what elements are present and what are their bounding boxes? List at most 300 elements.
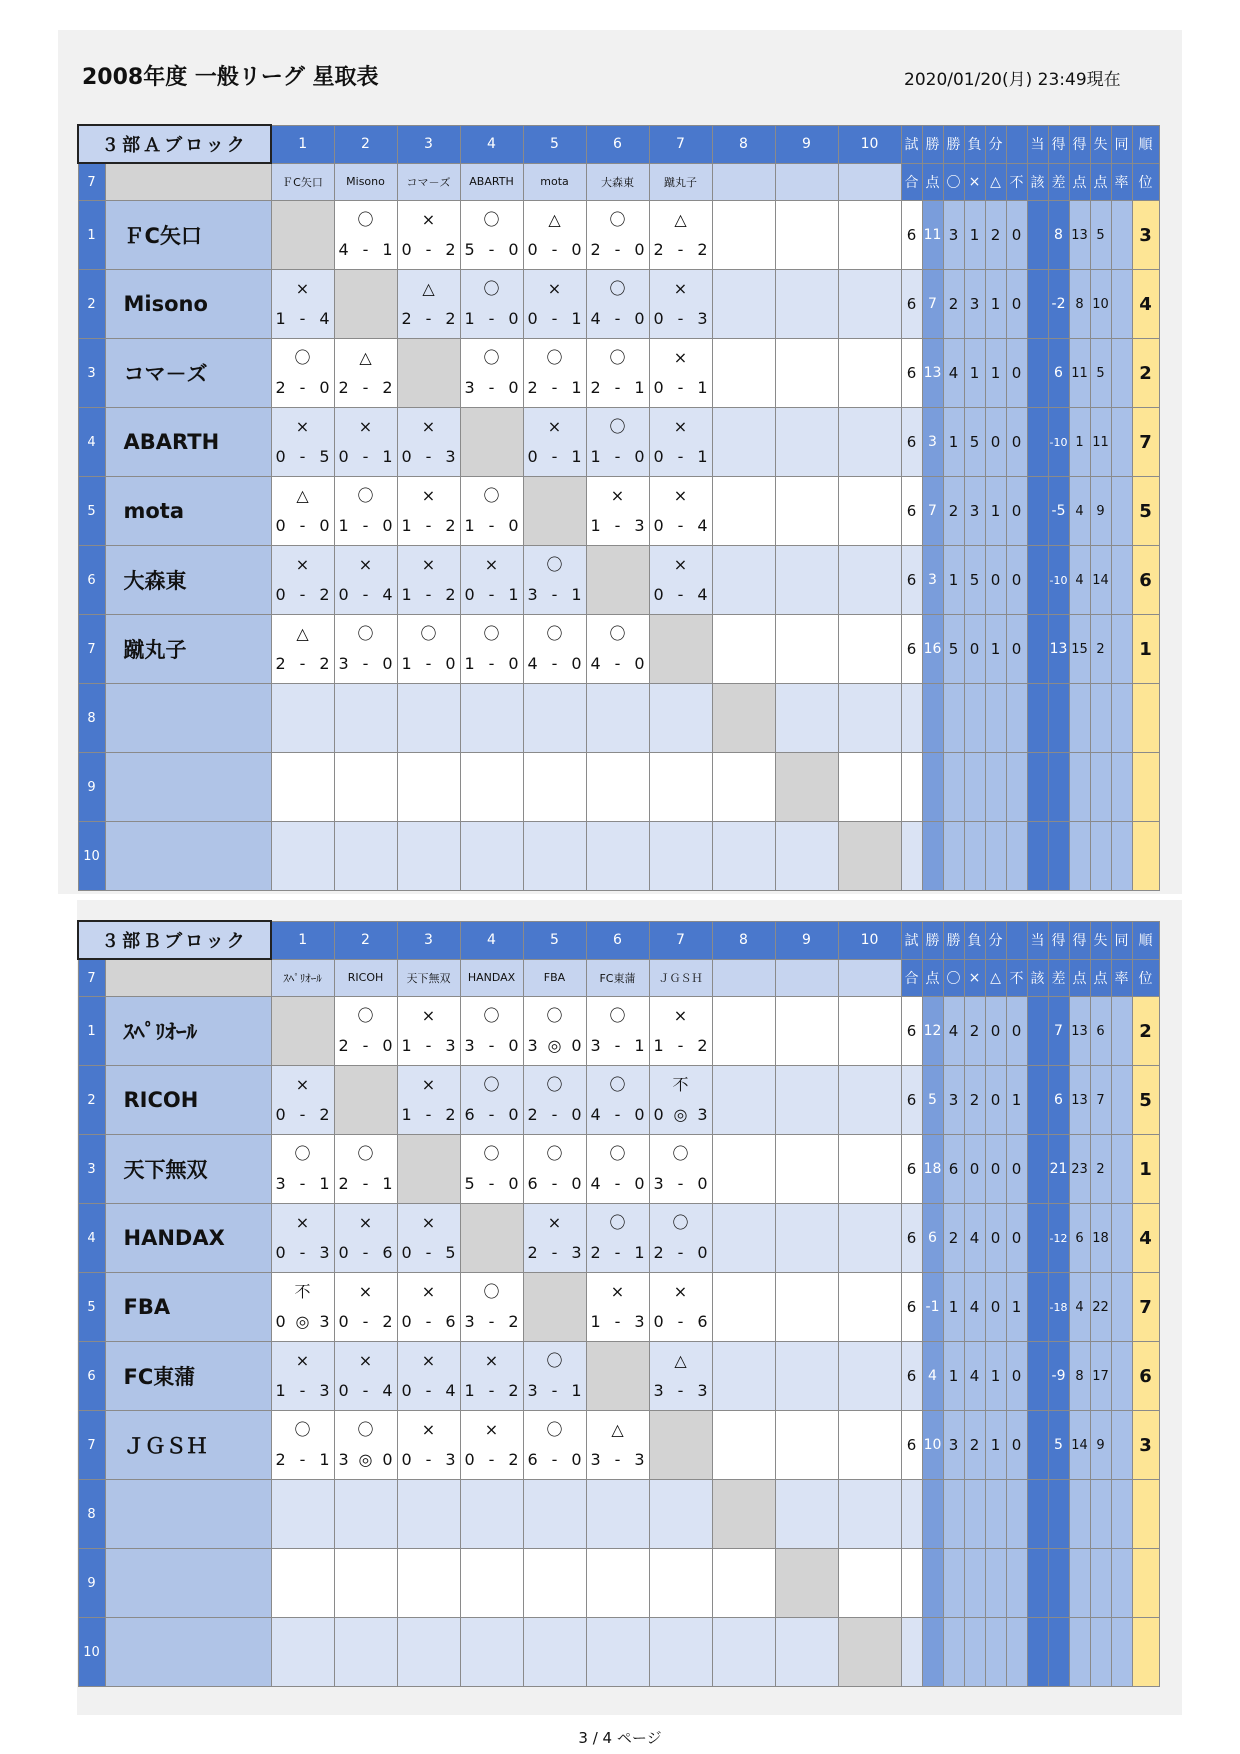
score-home: 1 xyxy=(653,1036,664,1055)
stat-value xyxy=(964,1480,985,1549)
stat-header-top: 同 xyxy=(1111,125,1132,163)
stat-value: 1 xyxy=(943,1342,964,1411)
score-sep: - xyxy=(551,1105,558,1124)
stat-value xyxy=(1048,822,1069,891)
score-away: 3 xyxy=(571,1243,582,1262)
stat-value xyxy=(964,753,985,822)
stat-value xyxy=(1027,1480,1048,1549)
result-score xyxy=(524,1376,586,1406)
stat-value: 0 xyxy=(985,1066,1006,1135)
result-cell xyxy=(712,1618,775,1687)
stat-value xyxy=(901,1618,922,1687)
stat-value: 5 xyxy=(1132,1066,1159,1135)
stat-value xyxy=(1090,1618,1111,1687)
row-number: 2 xyxy=(78,270,105,339)
standings-table-block-b xyxy=(77,920,1160,1687)
score-sep: - xyxy=(551,1174,558,1193)
team-count: 7 xyxy=(78,959,105,997)
score-sep: - xyxy=(614,1105,621,1124)
result-score xyxy=(398,1376,460,1406)
result-cell xyxy=(775,546,838,615)
stat-value xyxy=(1111,1066,1132,1135)
stat-value: 1 xyxy=(1006,1066,1027,1135)
result-cell xyxy=(523,1204,586,1273)
result-cell xyxy=(397,546,460,615)
score-home: 0 xyxy=(653,1105,664,1124)
header-row-numbers xyxy=(78,125,1159,163)
result-symbol: × xyxy=(421,1351,436,1370)
stat-value: 5 xyxy=(964,546,985,615)
result-cell xyxy=(397,1273,460,1342)
stat-value: 2 xyxy=(1132,997,1159,1066)
score-sep: - xyxy=(488,1312,495,1331)
score-home: 0 xyxy=(401,1243,412,1262)
result-score xyxy=(398,1307,460,1337)
result-symbol: × xyxy=(421,210,436,229)
result-cell xyxy=(397,1066,460,1135)
score-away: 0 xyxy=(634,240,645,259)
result-score xyxy=(272,511,334,541)
result-symbol: 〇 xyxy=(609,1075,626,1094)
stat-value: 4 xyxy=(964,1273,985,1342)
team-row xyxy=(78,1066,1159,1135)
result-score xyxy=(461,580,523,610)
stat-value xyxy=(1111,1618,1132,1687)
stat-value: 6 xyxy=(922,1204,943,1273)
result-cell xyxy=(586,339,649,408)
result-symbol: 〇 xyxy=(546,1351,563,1370)
result-cell xyxy=(271,408,334,477)
score-sep: - xyxy=(614,1450,621,1469)
result-cell xyxy=(271,339,334,408)
score-sep: ◎ xyxy=(358,1450,373,1469)
score-away: 4 xyxy=(382,585,393,604)
result-cell xyxy=(523,1066,586,1135)
score-sep: - xyxy=(677,1174,684,1193)
opponent-abbr: 大森東 xyxy=(586,163,649,201)
result-score xyxy=(398,1100,460,1130)
score-sep: - xyxy=(299,309,306,328)
stat-value: 0 xyxy=(1006,546,1027,615)
team-name: コマ－ズ xyxy=(105,339,271,408)
score-away: 0 xyxy=(382,654,393,673)
stat-value: 3 xyxy=(964,477,985,546)
score-home: 4 xyxy=(338,240,349,259)
score-home: 2 xyxy=(653,1243,664,1262)
result-symbol: × xyxy=(421,1006,436,1025)
stat-value: 6 xyxy=(901,477,922,546)
stat-value: 6 xyxy=(943,1135,964,1204)
result-score xyxy=(335,1031,397,1061)
score-away: 3 xyxy=(445,1036,456,1055)
stat-value: 0 xyxy=(985,408,1006,477)
row-number: 8 xyxy=(78,1480,105,1549)
result-cell xyxy=(397,684,460,753)
score-home: 4 xyxy=(527,654,538,673)
stat-value: 17 xyxy=(1090,1342,1111,1411)
result-symbol: × xyxy=(547,1213,562,1232)
result-cell xyxy=(586,1618,649,1687)
stat-value: 0 xyxy=(985,546,1006,615)
opponent-number: 9 xyxy=(775,125,838,163)
score-away: 1 xyxy=(697,378,708,397)
result-symbol: × xyxy=(673,348,688,367)
stat-value: 6 xyxy=(1048,1066,1069,1135)
stat-header-top: 得 xyxy=(1069,125,1090,163)
score-away: 2 xyxy=(319,654,330,673)
result-cell xyxy=(586,477,649,546)
score-away: 0 xyxy=(382,516,393,535)
stat-header-bottom: 率 xyxy=(1111,959,1132,997)
result-symbol: 不 xyxy=(672,1075,689,1094)
stat-value xyxy=(922,1480,943,1549)
score-home: 2 xyxy=(527,378,538,397)
score-home: 3 xyxy=(464,378,475,397)
score-home: 0 xyxy=(653,516,664,535)
result-symbol: 〇 xyxy=(546,1144,563,1163)
stat-header-top: 負 xyxy=(964,125,985,163)
score-sep: - xyxy=(488,516,495,535)
team-name: FBA xyxy=(105,1273,271,1342)
stat-value xyxy=(1111,684,1132,753)
stat-value: 4 xyxy=(964,1342,985,1411)
result-cell xyxy=(523,339,586,408)
stat-value xyxy=(985,1618,1006,1687)
result-cell xyxy=(271,1411,334,1480)
score-home: 0 xyxy=(401,1381,412,1400)
score-away: 0 xyxy=(571,654,582,673)
stat-value xyxy=(1048,1549,1069,1618)
score-sep: - xyxy=(362,1174,369,1193)
opponent-number: 6 xyxy=(586,921,649,959)
result-cell xyxy=(712,1411,775,1480)
result-score xyxy=(650,1238,712,1268)
result-cell xyxy=(334,339,397,408)
score-home: 1 xyxy=(338,516,349,535)
result-cell xyxy=(397,408,460,477)
opponent-number: 5 xyxy=(523,125,586,163)
result-cell xyxy=(775,684,838,753)
result-score xyxy=(461,1031,523,1061)
score-home: 4 xyxy=(590,309,601,328)
result-score xyxy=(272,580,334,610)
stat-header-bottom: 合 xyxy=(901,959,922,997)
stat-value: 1 xyxy=(985,270,1006,339)
result-score xyxy=(524,373,586,403)
result-score xyxy=(398,304,460,334)
stat-value xyxy=(985,822,1006,891)
result-cell xyxy=(334,477,397,546)
stat-value: 7 xyxy=(1132,408,1159,477)
team-name: 天下無双 xyxy=(105,1135,271,1204)
result-cell xyxy=(586,753,649,822)
stat-value: 5 xyxy=(1090,339,1111,408)
score-home: 2 xyxy=(590,378,601,397)
stat-value: 1 xyxy=(985,339,1006,408)
stat-value: 13 xyxy=(1069,997,1090,1066)
stat-value xyxy=(1132,1618,1159,1687)
result-cell xyxy=(271,753,334,822)
stat-value: 12 xyxy=(922,997,943,1066)
score-sep: - xyxy=(425,447,432,466)
stat-value xyxy=(1132,1480,1159,1549)
stat-value: -1 xyxy=(922,1273,943,1342)
stat-header-bottom: × xyxy=(964,959,985,997)
result-cell xyxy=(397,1549,460,1618)
stat-header-bottom: 不 xyxy=(1006,163,1027,201)
score-away: 3 xyxy=(697,1381,708,1400)
result-cell xyxy=(334,1411,397,1480)
score-home: 2 xyxy=(401,309,412,328)
score-away: 1 xyxy=(571,309,582,328)
result-symbol: × xyxy=(358,1351,373,1370)
score-sep: - xyxy=(551,654,558,673)
result-cell xyxy=(775,615,838,684)
stat-value: -10 xyxy=(1048,408,1069,477)
score-sep: - xyxy=(551,585,558,604)
stat-value xyxy=(1027,1066,1048,1135)
result-symbol: 〇 xyxy=(546,1075,563,1094)
result-symbol: 〇 xyxy=(609,1213,626,1232)
result-cell xyxy=(775,753,838,822)
stat-value: 4 xyxy=(1069,1273,1090,1342)
result-symbol: × xyxy=(421,1075,436,1094)
stat-value xyxy=(1069,684,1090,753)
opponent-number: 2 xyxy=(334,921,397,959)
stat-header-bottom: 点 xyxy=(922,959,943,997)
stat-value xyxy=(1090,1480,1111,1549)
score-away: 2 xyxy=(697,1036,708,1055)
result-score xyxy=(461,304,523,334)
result-score xyxy=(335,1307,397,1337)
result-cell xyxy=(775,270,838,339)
result-cell xyxy=(838,1411,901,1480)
stat-value: 16 xyxy=(922,615,943,684)
score-home: 0 xyxy=(275,1312,286,1331)
score-home: 6 xyxy=(527,1450,538,1469)
score-sep: - xyxy=(425,240,432,259)
result-cell xyxy=(460,546,523,615)
team-row xyxy=(78,753,1159,822)
result-score xyxy=(272,442,334,472)
result-cell xyxy=(271,684,334,753)
result-cell xyxy=(271,615,334,684)
stat-value xyxy=(1048,1618,1069,1687)
score-sep: - xyxy=(362,516,369,535)
row-number: 3 xyxy=(78,339,105,408)
stat-header-top: 勝 xyxy=(922,125,943,163)
result-symbol: 〇 xyxy=(546,348,563,367)
result-symbol: × xyxy=(295,417,310,436)
score-away: 0 xyxy=(319,378,330,397)
result-cell xyxy=(334,1066,397,1135)
result-score xyxy=(461,649,523,679)
score-home: 0 xyxy=(653,447,664,466)
result-score xyxy=(335,1238,397,1268)
score-away: 6 xyxy=(697,1312,708,1331)
opponent-number: 8 xyxy=(712,921,775,959)
score-sep: - xyxy=(425,654,432,673)
stat-value: 18 xyxy=(1090,1204,1111,1273)
opponent-abbr: Misono xyxy=(334,163,397,201)
score-sep: - xyxy=(551,1243,558,1262)
opponent-number: 3 xyxy=(397,125,460,163)
team-row xyxy=(78,1411,1159,1480)
score-sep: - xyxy=(425,1243,432,1262)
stat-value xyxy=(1027,1342,1048,1411)
result-cell xyxy=(649,1204,712,1273)
team-row xyxy=(78,1135,1159,1204)
stat-value: 6 xyxy=(901,408,922,477)
team-row xyxy=(78,1342,1159,1411)
result-score xyxy=(398,580,460,610)
stat-value xyxy=(901,1549,922,1618)
result-symbol: 〇 xyxy=(294,1144,311,1163)
stat-value: 9 xyxy=(1090,1411,1111,1480)
stat-value: 5 xyxy=(1048,1411,1069,1480)
stat-value: 3 xyxy=(943,1411,964,1480)
result-cell xyxy=(649,408,712,477)
stat-value: 6 xyxy=(901,1135,922,1204)
score-home: 0 xyxy=(338,1381,349,1400)
result-cell xyxy=(334,546,397,615)
result-symbol: × xyxy=(673,486,688,505)
result-score xyxy=(398,1238,460,1268)
score-home: 2 xyxy=(338,1174,349,1193)
score-home: 1 xyxy=(401,1036,412,1055)
opponent-number: 9 xyxy=(775,921,838,959)
stat-header-bottom: 点 xyxy=(1090,163,1111,201)
timestamp: 2020/01/20(月) 23:49現在 xyxy=(904,70,1121,90)
result-cell xyxy=(712,684,775,753)
result-symbol: 〇 xyxy=(609,417,626,436)
score-sep: - xyxy=(488,309,495,328)
score-sep: - xyxy=(614,1174,621,1193)
stat-value: 1 xyxy=(1006,1273,1027,1342)
result-symbol: 〇 xyxy=(483,348,500,367)
team-name xyxy=(105,684,271,753)
score-home: 2 xyxy=(527,1243,538,1262)
stat-header-top: 得 xyxy=(1048,921,1069,959)
result-score xyxy=(335,511,397,541)
score-home: 3 xyxy=(590,1036,601,1055)
result-cell xyxy=(712,1480,775,1549)
result-score xyxy=(461,1376,523,1406)
score-away: 2 xyxy=(697,240,708,259)
result-cell xyxy=(586,1204,649,1273)
stat-value xyxy=(1111,1273,1132,1342)
result-cell xyxy=(523,1480,586,1549)
team-row xyxy=(78,201,1159,270)
score-home: 5 xyxy=(464,1174,475,1193)
score-sep: - xyxy=(614,1036,621,1055)
result-score xyxy=(524,1169,586,1199)
team-row xyxy=(78,684,1159,753)
score-away: 1 xyxy=(382,240,393,259)
stat-value xyxy=(1111,997,1132,1066)
result-cell xyxy=(712,1066,775,1135)
stat-value: 9 xyxy=(1090,477,1111,546)
stat-header-top: 負 xyxy=(964,921,985,959)
result-cell xyxy=(712,615,775,684)
result-score xyxy=(398,511,460,541)
result-score xyxy=(335,1376,397,1406)
stat-value xyxy=(1069,1549,1090,1618)
result-cell xyxy=(397,753,460,822)
stat-value xyxy=(1132,684,1159,753)
result-cell xyxy=(460,477,523,546)
result-cell xyxy=(838,201,901,270)
result-cell xyxy=(649,1135,712,1204)
stat-header-bottom: 合 xyxy=(901,163,922,201)
stat-value xyxy=(1111,408,1132,477)
score-away: 2 xyxy=(445,516,456,535)
stat-value: 2 xyxy=(985,201,1006,270)
result-cell xyxy=(271,997,334,1066)
result-score xyxy=(650,1169,712,1199)
result-cell xyxy=(775,997,838,1066)
score-sep: - xyxy=(488,585,495,604)
stat-value: 2 xyxy=(964,1066,985,1135)
result-score xyxy=(398,235,460,265)
score-away: 0 xyxy=(571,1174,582,1193)
stat-value: 6 xyxy=(901,1204,922,1273)
header-row-abbr xyxy=(78,163,1159,201)
score-away: 2 xyxy=(445,1105,456,1124)
result-cell xyxy=(523,408,586,477)
score-home: 0 xyxy=(464,585,475,604)
stat-value xyxy=(1006,1618,1027,1687)
score-away: 1 xyxy=(697,447,708,466)
result-cell xyxy=(775,201,838,270)
result-cell xyxy=(397,1411,460,1480)
stat-value: 1 xyxy=(943,546,964,615)
score-home: 0 xyxy=(653,585,664,604)
opponent-abbr: FC東蒲 xyxy=(586,959,649,997)
row-number: 4 xyxy=(78,1204,105,1273)
result-cell xyxy=(523,1411,586,1480)
score-away: 4 xyxy=(319,309,330,328)
result-cell xyxy=(775,1066,838,1135)
stat-header-bottom: △ xyxy=(985,959,1006,997)
header-row-abbr xyxy=(78,959,1159,997)
stat-value xyxy=(901,1480,922,1549)
row-number: 7 xyxy=(78,1411,105,1480)
result-score xyxy=(398,1445,460,1475)
result-cell xyxy=(334,1549,397,1618)
result-symbol: 不 xyxy=(294,1282,311,1301)
score-away: 0 xyxy=(571,1450,582,1469)
stat-value xyxy=(1027,1273,1048,1342)
stat-value: 6 xyxy=(901,1273,922,1342)
score-away: 5 xyxy=(319,447,330,466)
result-symbol: 〇 xyxy=(420,624,437,643)
stat-value xyxy=(1027,477,1048,546)
stat-value xyxy=(964,1549,985,1618)
stat-value xyxy=(1027,1135,1048,1204)
stat-value xyxy=(1132,822,1159,891)
stat-value: -2 xyxy=(1048,270,1069,339)
result-score xyxy=(524,442,586,472)
result-score xyxy=(398,1031,460,1061)
score-sep: - xyxy=(488,378,495,397)
stat-value: 5 xyxy=(1090,201,1111,270)
stat-value: 1 xyxy=(985,1411,1006,1480)
stat-value: 23 xyxy=(1069,1135,1090,1204)
stat-value: 5 xyxy=(964,408,985,477)
stat-value xyxy=(1069,1480,1090,1549)
opponent-abbr xyxy=(838,163,901,201)
